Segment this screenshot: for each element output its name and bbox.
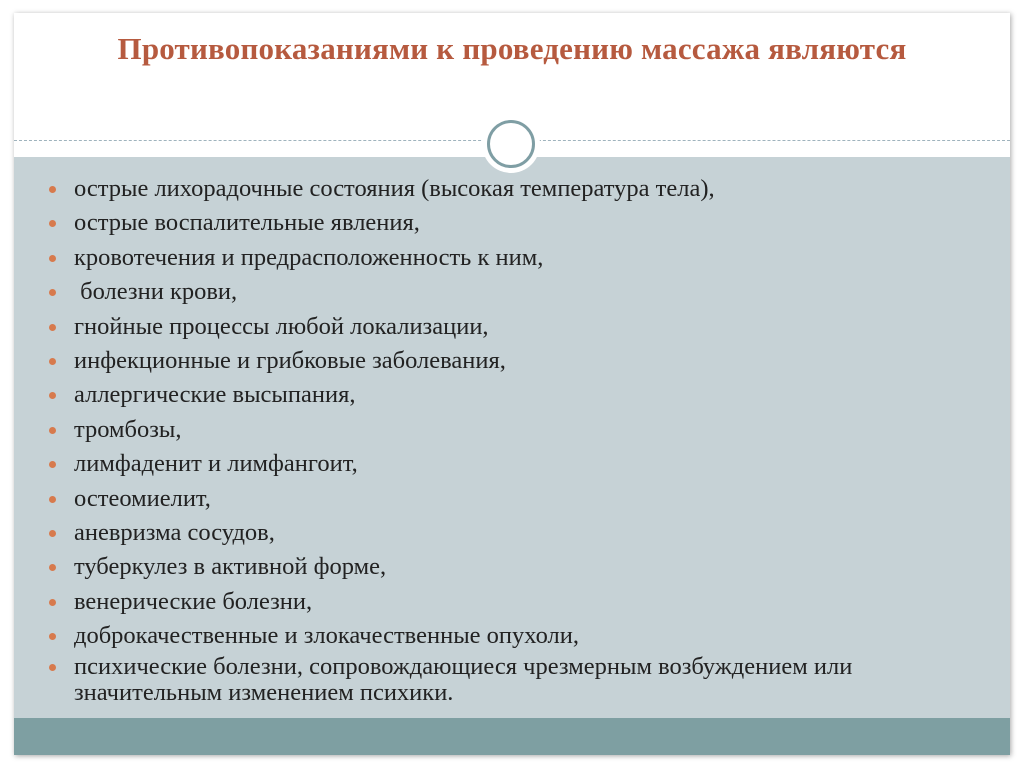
bullet-dot-icon — [49, 255, 56, 262]
list-item-text: острые воспалительные явления, — [74, 209, 420, 237]
list-item-text: остеомиелит, — [74, 484, 211, 512]
list-item-text: туберкулез в активной форме, — [74, 553, 387, 581]
list-item — [38, 275, 978, 309]
bullet-dot-icon — [49, 358, 56, 365]
list-item — [38, 482, 978, 516]
list-item-text: острые лихорадочные состояния (высокая температура тела), — [74, 175, 715, 202]
bullet-dot-icon — [49, 564, 56, 571]
list-item-text: кровотечения и предрасположенность к ним, — [74, 243, 544, 271]
list-item — [38, 206, 978, 240]
list-item — [38, 447, 978, 481]
bullet-dot-icon — [49, 289, 56, 296]
list-item — [38, 310, 978, 344]
slide-frame — [14, 13, 1010, 755]
list-item — [38, 344, 978, 378]
bullet-dot-icon — [49, 496, 56, 503]
bullet-dot-icon — [49, 530, 56, 537]
bullet-dot-icon — [49, 220, 56, 227]
list-item-text: тромбозы, — [74, 415, 182, 443]
list-item — [38, 413, 978, 447]
list-item — [38, 619, 978, 653]
list-item — [38, 516, 978, 550]
bullet-dot-icon — [49, 599, 56, 606]
list-item-text: лимфаденит и лимфангоит, — [74, 450, 358, 478]
bullet-dot-icon — [49, 633, 56, 640]
list-item-text: гнойные процессы любой локализации, — [74, 312, 489, 340]
circle-ring-icon — [482, 115, 540, 173]
bullet-dot-icon — [49, 664, 56, 671]
list-item-text: доброкачественные и злокачественные опухоли, — [74, 622, 579, 650]
list-item — [38, 241, 978, 275]
list-item — [38, 172, 978, 206]
list-item-text: аллергические высыпания, — [74, 381, 356, 409]
list-item — [38, 585, 978, 619]
list-item — [38, 550, 978, 584]
bullet-dot-icon — [49, 324, 56, 331]
list-item-text: венерические болезни, — [74, 587, 313, 615]
bullet-dot-icon — [49, 427, 56, 434]
list-item-text: инфекционные и грибковые заболевания, — [74, 347, 506, 375]
circle-ring-inner — [487, 120, 535, 168]
contraindications-list — [38, 172, 978, 706]
slide-title: Противопоказаниями к проведению массажа являются — [117, 31, 907, 66]
bullet-dot-icon — [49, 186, 56, 193]
list-item — [38, 378, 978, 412]
list-item-text: болезни крови, — [74, 278, 238, 306]
bullet-dot-icon — [49, 461, 56, 468]
list-item — [38, 654, 978, 706]
list-item-text: аневризма сосудов, — [74, 519, 275, 547]
bullet-dot-icon — [49, 392, 56, 399]
list-item-text: психические болезни, сопровождающиеся чрезмерным возбуждением или значительным изменением психики. — [74, 652, 859, 706]
bottom-band — [14, 718, 1010, 755]
